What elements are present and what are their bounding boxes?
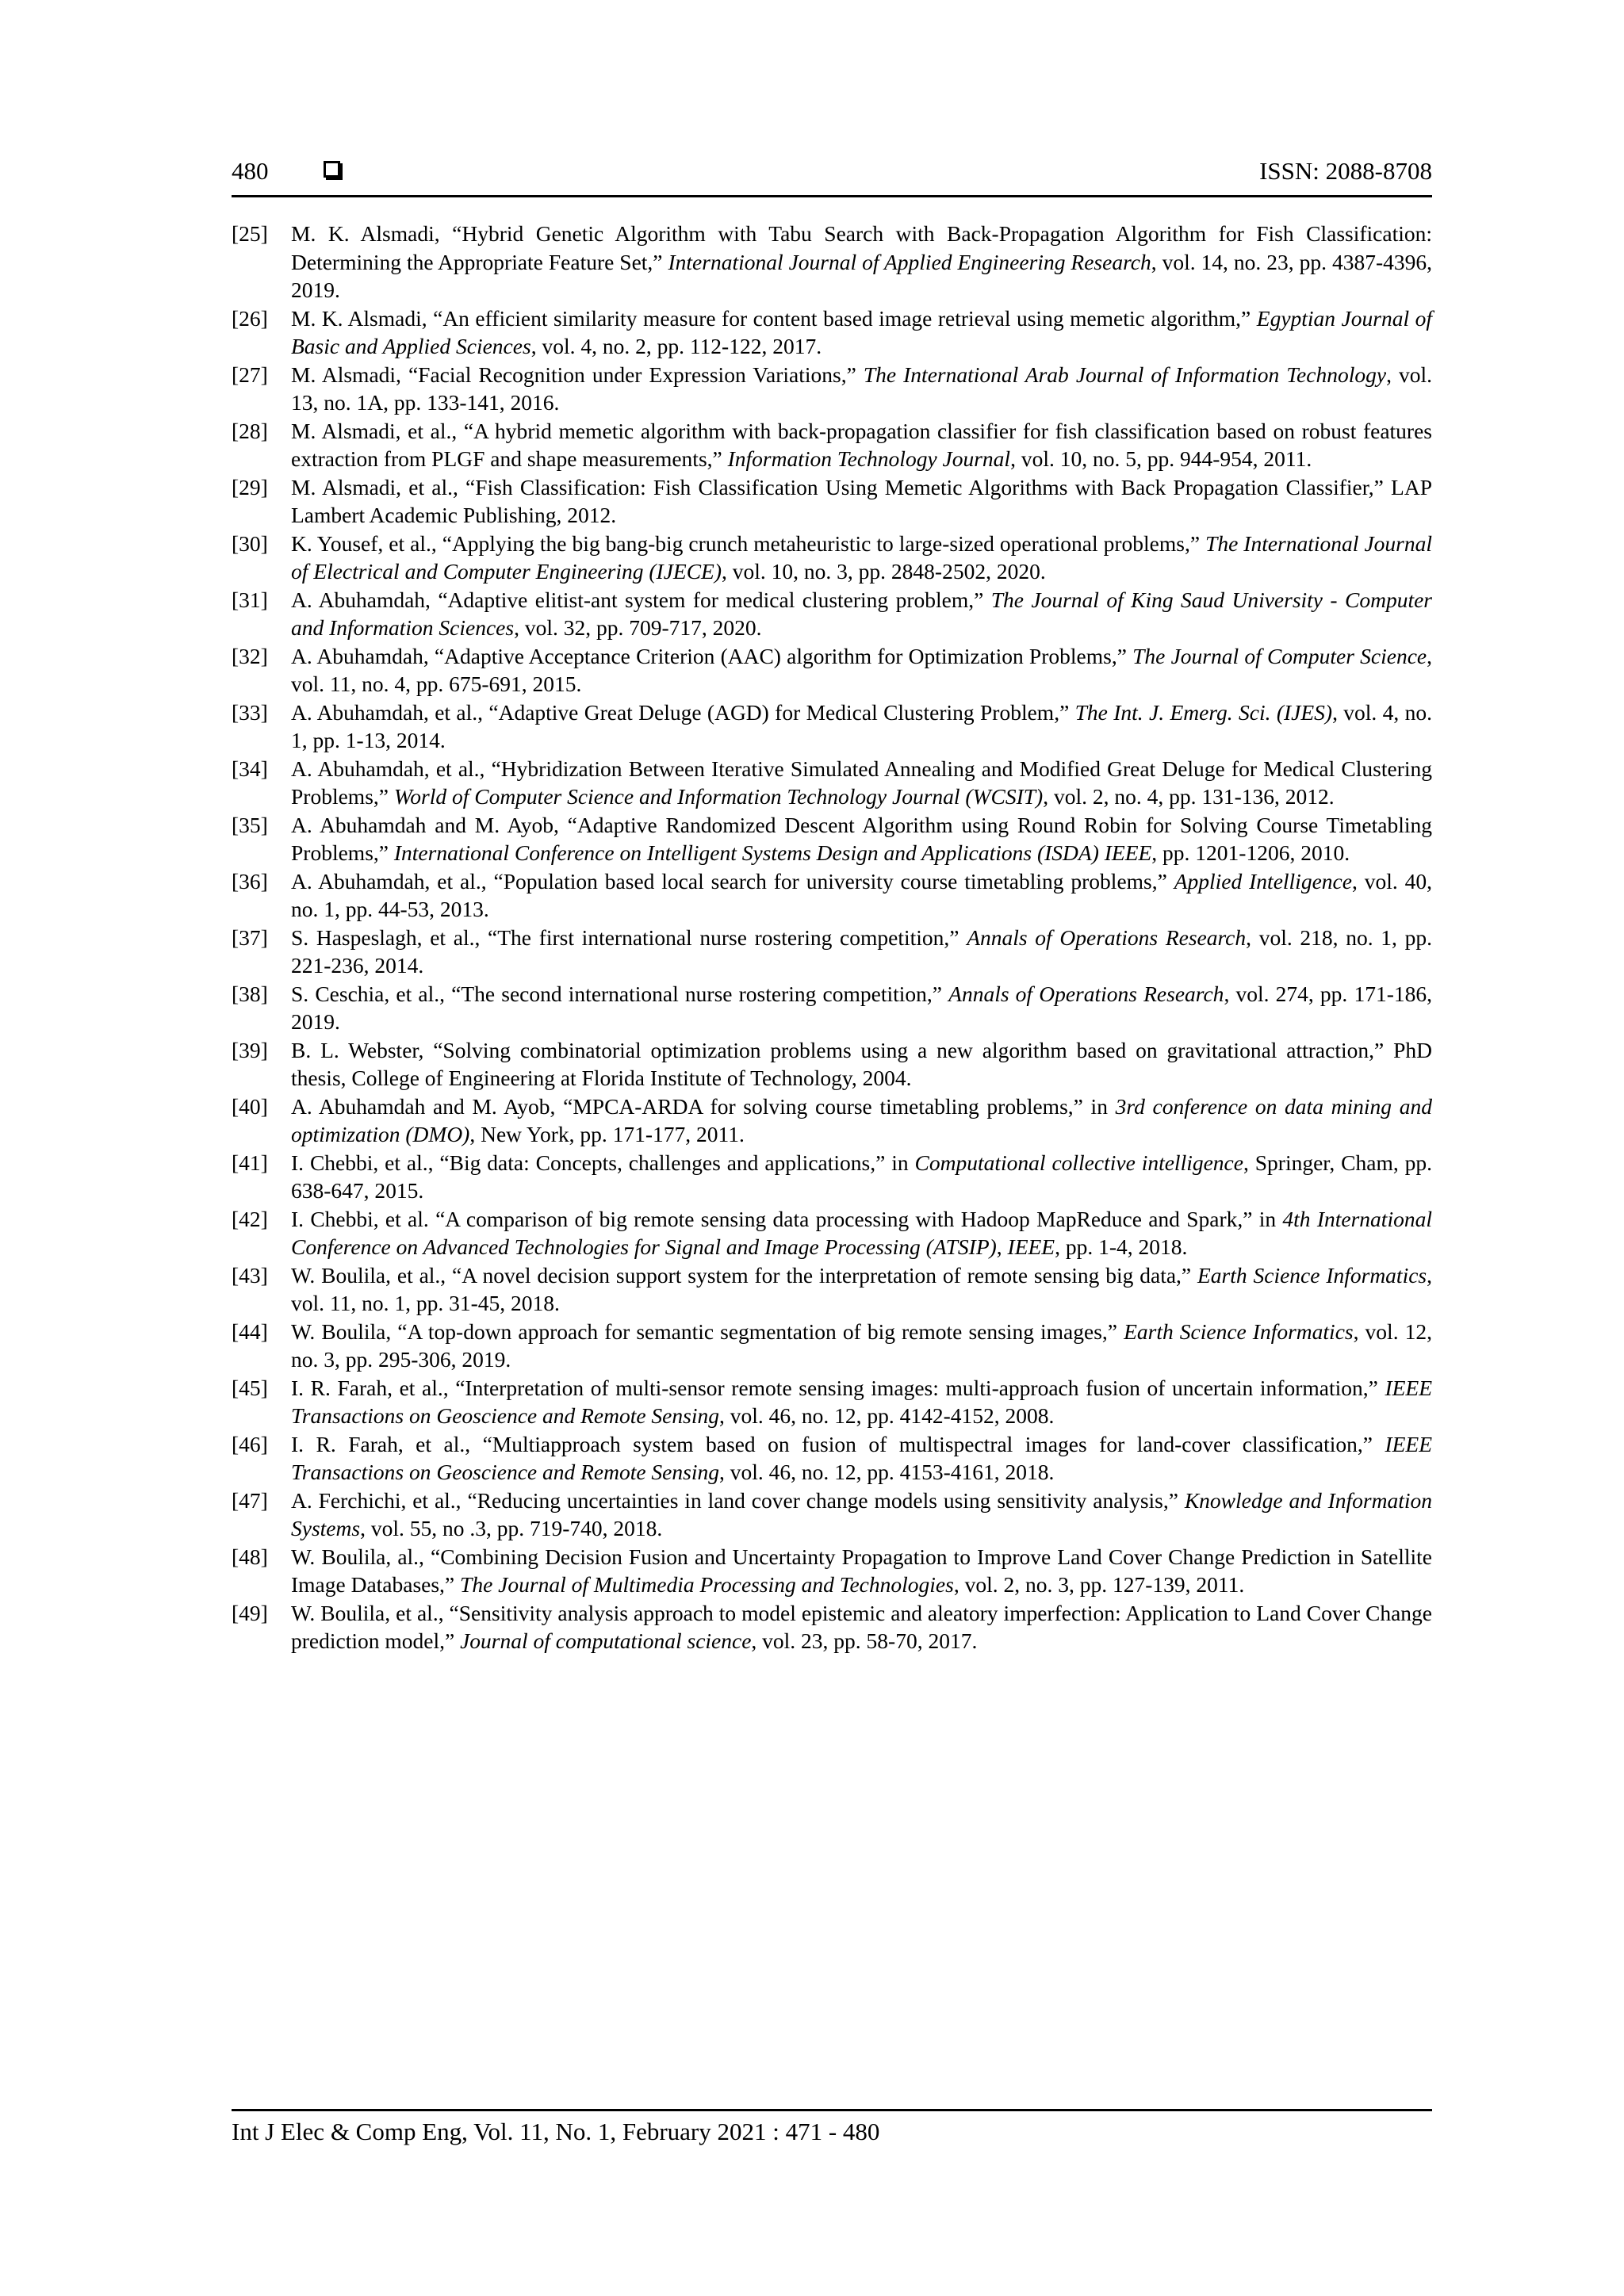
reference-text xyxy=(291,698,1432,755)
reference-segment: A. Abuhamdah and M. Ayob, “MPCA-ARDA for solving course timetabling problems,” in xyxy=(291,1093,1116,1119)
reference-text xyxy=(291,1374,1432,1430)
reference-number: [35] xyxy=(232,812,268,837)
reference-segment: W. Boulila, et al., “A novel decision support system for the interpretation of remote sensing big data,” xyxy=(291,1262,1197,1288)
reference-venue: The Int. J. Emerg. Sci. (IJES) xyxy=(1074,699,1333,725)
reference-segment: , vol. 12, no. 3, pp. 295-306, 2019. xyxy=(291,1318,1433,1372)
footer-citation: Int J Elec & Comp Eng, Vol. 11, No. 1, February 2021 : 471 - 480 xyxy=(232,2118,880,2145)
reference-number: [33] xyxy=(232,699,268,725)
reference-text xyxy=(291,642,1432,698)
reference-item xyxy=(232,1374,1432,1430)
reference-venue: Egyptian Journal of Basic and Applied Sciences xyxy=(291,305,1432,358)
reference-venue: Earth Science Informatics xyxy=(1197,1262,1427,1288)
issn-label: ISSN: 2088-8708 xyxy=(1259,157,1432,185)
reference-text xyxy=(291,1543,1432,1599)
reference-item xyxy=(232,811,1432,867)
reference-segment: , pp. 1-4, 2018. xyxy=(1055,1234,1188,1259)
reference-number: [46] xyxy=(232,1431,268,1456)
reference-segment: , vol. 218, no. 1, pp. 221-236, 2014. xyxy=(291,924,1432,978)
reference-text xyxy=(291,473,1432,530)
reference-segment: B. L. Webster, “Solving combinatorial optimization problems using a new algorithm based on gravitational attraction,” PhD thesis, College of Engineering at Florida Institute of Technology, 2004. xyxy=(291,1037,1432,1090)
reference-item xyxy=(232,867,1432,924)
square-bullet-icon xyxy=(324,161,340,178)
page-header xyxy=(232,155,1432,197)
reference-text xyxy=(291,755,1432,811)
reference-text xyxy=(291,304,1432,361)
reference-number: [29] xyxy=(232,474,268,499)
reference-text xyxy=(291,811,1432,867)
page-footer xyxy=(232,2109,1432,2148)
reference-item xyxy=(232,1318,1432,1374)
reference-text xyxy=(291,1261,1432,1318)
reference-item xyxy=(232,755,1432,811)
reference-venue: The International Arab Journal of Information Technology xyxy=(863,362,1387,387)
reference-venue: Knowledge and Information Systems xyxy=(291,1487,1432,1540)
reference-number: [36] xyxy=(232,868,268,894)
reference-text xyxy=(291,1093,1432,1149)
reference-text xyxy=(291,1430,1432,1487)
reference-text xyxy=(291,361,1432,417)
reference-venue: The Journal of King Saud University - Computer and Information Sciences xyxy=(291,587,1432,640)
reference-text xyxy=(291,586,1432,642)
reference-item xyxy=(232,1543,1432,1599)
reference-segment: , vol. 11, no. 1, pp. 31-45, 2018. xyxy=(291,1262,1432,1315)
reference-text xyxy=(291,1205,1432,1261)
reference-segment: A. Abuhamdah and M. Ayob, “Adaptive Randomized Descent Algorithm using Round Robin for Solving Course Timetabling Problems,” xyxy=(291,812,1432,865)
reference-segment: A. Abuhamdah, “Adaptive elitist-ant system for medical clustering problem,” xyxy=(291,587,991,612)
reference-venue: World of Computer Science and Information Technology Journal (WCSIT) xyxy=(393,784,1044,809)
reference-segment: , vol. 46, no. 12, pp. 4142-4152, 2008. xyxy=(718,1403,1055,1428)
reference-venue: International Conference on Intelligent Systems Design and Applications (ISDA) IEEE xyxy=(393,840,1152,865)
reference-venue: The International Journal of Electrical and Computer Engineering (IJECE) xyxy=(291,530,1432,584)
reference-venue: IEEE Transactions on Geoscience and Remote Sensing xyxy=(291,1431,1432,1484)
reference-segment: M. K. Alsmadi, “Hybrid Genetic Algorithm with Tabu Search with Back-Propagation Algorithm for Fish Classification: Determining the Appropriate Feature Set,” xyxy=(291,221,1432,274)
reference-venue: 4th International Conference on Advanced Technologies for Signal and Image Processing (ATSIP) xyxy=(291,1206,1432,1259)
reference-number: [37] xyxy=(232,924,268,950)
reference-venue: 3rd conference on data mining and optimization (DMO) xyxy=(291,1093,1432,1146)
reference-segment: I. Chebbi, et al. “A comparison of big remote sensing data processing with Hadoop MapReduce and Spark,” in xyxy=(291,1206,1283,1231)
reference-text xyxy=(291,924,1432,980)
reference-segment: I. R. Farah, et al., “Interpretation of multi-sensor remote sensing images: multi-approach fusion of uncertain information,” xyxy=(291,1375,1385,1400)
reference-text xyxy=(291,1318,1432,1374)
reference-item xyxy=(232,220,1432,304)
reference-number: [26] xyxy=(232,305,268,331)
reference-item xyxy=(232,924,1432,980)
reference-number: [32] xyxy=(232,643,268,668)
reference-item xyxy=(232,1261,1432,1318)
reference-segment: W. Boulila, al., “Combining Decision Fusion and Uncertainty Propagation to Improve Land Cover Change Prediction in Satellite Image Databases,” xyxy=(291,1544,1432,1597)
reference-segment: , vol. 4, no. 1, pp. 1-13, 2014. xyxy=(291,699,1433,752)
reference-number: [39] xyxy=(232,1037,268,1062)
reference-item xyxy=(232,417,1432,473)
reference-venue: Computational collective intelligence xyxy=(914,1150,1243,1175)
reference-number: [34] xyxy=(232,756,268,781)
reference-item xyxy=(232,304,1432,361)
reference-number: [48] xyxy=(232,1544,268,1569)
reference-item xyxy=(232,1599,1432,1655)
reference-segment: A. Abuhamdah, et al., “Adaptive Great Deluge (AGD) for Medical Clustering Problem,” xyxy=(291,699,1075,725)
reference-segment: , vol. 13, no. 1A, pp. 133-141, 2016. xyxy=(291,362,1432,415)
reference-item xyxy=(232,1487,1432,1543)
reference-venue: Information Technology Journal xyxy=(727,446,1011,471)
reference-text xyxy=(291,530,1432,586)
reference-segment: , vol. 32, pp. 709-717, 2020. xyxy=(514,615,762,640)
reference-item xyxy=(232,530,1432,586)
reference-segment: , vol. 10, no. 5, pp. 944-954, 2011. xyxy=(1010,446,1312,471)
reference-segment: , Springer, Cham, pp. 638-647, 2015. xyxy=(291,1150,1432,1203)
reference-number: [25] xyxy=(232,221,268,246)
reference-segment: A. Abuhamdah, “Adaptive Acceptance Criterion (AAC) algorithm for Optimization Problems,” xyxy=(291,643,1133,668)
reference-venue: The Journal of Computer Science xyxy=(1132,643,1427,668)
reference-segment: I. Chebbi, et al., “Big data: Concepts, challenges and applications,” in xyxy=(291,1150,915,1175)
reference-venue: The Journal of Multimedia Processing and Technologies xyxy=(460,1572,954,1597)
reference-segment: , pp. 1201-1206, 2010. xyxy=(1151,840,1350,865)
reference-text xyxy=(291,417,1432,473)
reference-venue: Annals of Operations Research xyxy=(967,924,1247,950)
reference-text xyxy=(291,1036,1432,1093)
reference-number: [41] xyxy=(232,1150,268,1175)
reference-number: [31] xyxy=(232,587,268,612)
reference-item xyxy=(232,1036,1432,1093)
reference-text xyxy=(291,1487,1432,1543)
reference-segment: M. Alsmadi, et al., “Fish Classification: Fish Classification Using Memetic Algorithms with Back Propagation Classifier,” LAP Lambert Academic Publishing, 2012. xyxy=(291,474,1432,527)
reference-segment: S. Haspeslagh, et al., “The first international nurse rostering competition,” xyxy=(291,924,967,950)
reference-segment: W. Boulila, “A top-down approach for semantic segmentation of big remote sensing images,” xyxy=(291,1318,1124,1344)
reference-item xyxy=(232,980,1432,1036)
reference-segment: M. K. Alsmadi, “An efficient similarity measure for content based image retrieval using memetic algorithm,” xyxy=(291,305,1257,331)
reference-number: [38] xyxy=(232,981,268,1006)
reference-venue: Annals of Operations Research xyxy=(948,981,1224,1006)
reference-item xyxy=(232,698,1432,755)
reference-venue: IEEE xyxy=(1007,1234,1055,1259)
reference-segment: , xyxy=(996,1234,1008,1259)
reference-venue: International Journal of Applied Engineering Research xyxy=(668,249,1151,274)
reference-number: [30] xyxy=(232,530,268,556)
reference-segment: A. Abuhamdah, et al., “Hybridization Between Iterative Simulated Annealing and Modified Great Deluge for Medical Clustering Problems,” xyxy=(291,756,1432,809)
reference-segment: M. Alsmadi, “Facial Recognition under Expression Variations,” xyxy=(291,362,864,387)
reference-segment: A. Abuhamdah, et al., “Population based local search for university course timetabling problems,” xyxy=(291,868,1174,894)
reference-number: [45] xyxy=(232,1375,268,1400)
reference-segment: , vol. 11, no. 4, pp. 675-691, 2015. xyxy=(291,643,1432,696)
reference-segment: , vol. 40, no. 1, pp. 44-53, 2013. xyxy=(291,868,1433,921)
reference-segment: , vol. 2, no. 4, pp. 131-136, 2012. xyxy=(1043,784,1335,809)
reference-number: [28] xyxy=(232,418,268,443)
reference-number: [42] xyxy=(232,1206,268,1231)
reference-segment: , vol. 4, no. 2, pp. 112-122, 2017. xyxy=(530,334,822,358)
reference-segment: , vol. 55, no .3, pp. 719-740, 2018. xyxy=(360,1516,663,1540)
reference-text xyxy=(291,1599,1432,1655)
reference-text xyxy=(291,1149,1432,1205)
reference-segment: , vol. 23, pp. 58-70, 2017. xyxy=(751,1628,978,1653)
reference-segment: , vol. 14, no. 23, pp. 4387-4396, 2019. xyxy=(291,249,1432,302)
reference-item xyxy=(232,361,1432,417)
reference-segment: A. Ferchichi, et al., “Reducing uncertainties in land cover change models using sensitivity analysis,” xyxy=(291,1487,1185,1513)
reference-segment: W. Boulila, et al., “Sensitivity analysis approach to model epistemic and aleatory imperfection: Application to Land Cover Change prediction model,” xyxy=(291,1600,1432,1653)
reference-item xyxy=(232,642,1432,698)
reference-number: [44] xyxy=(232,1318,268,1344)
reference-item xyxy=(232,1430,1432,1487)
reference-segment: K. Yousef, et al., “Applying the big bang-big crunch metaheuristic to large-sized operational problems,” xyxy=(291,530,1206,556)
reference-item xyxy=(232,1093,1432,1149)
reference-text xyxy=(291,980,1432,1036)
reference-item xyxy=(232,473,1432,530)
reference-number: [49] xyxy=(232,1600,268,1625)
reference-number: [40] xyxy=(232,1093,268,1119)
reference-number: [43] xyxy=(232,1262,268,1288)
reference-text xyxy=(291,867,1432,924)
reference-list xyxy=(232,220,1432,1655)
reference-segment: S. Ceschia, et al., “The second international nurse rostering competition,” xyxy=(291,981,949,1006)
reference-segment: , vol. 10, no. 3, pp. 2848-2502, 2020. xyxy=(722,559,1046,584)
reference-venue: Applied Intelligence xyxy=(1174,868,1352,894)
reference-segment: , vol. 2, no. 3, pp. 127-139, 2011. xyxy=(953,1572,1245,1597)
reference-venue: Earth Science Informatics xyxy=(1124,1318,1354,1344)
reference-segment: , vol. 46, no. 12, pp. 4153-4161, 2018. xyxy=(718,1460,1055,1484)
reference-item xyxy=(232,586,1432,642)
reference-number: [27] xyxy=(232,362,268,387)
reference-text xyxy=(291,220,1432,304)
reference-segment: , New York, pp. 171-177, 2011. xyxy=(469,1122,745,1146)
reference-venue: Journal of computational science xyxy=(460,1628,752,1653)
reference-number: [47] xyxy=(232,1487,268,1513)
reference-venue: IEEE Transactions on Geoscience and Remote Sensing xyxy=(291,1375,1432,1428)
reference-item xyxy=(232,1205,1432,1261)
page-number: 480 xyxy=(232,157,269,185)
reference-segment: M. Alsmadi, et al., “A hybrid memetic algorithm with back-propagation classifier for fish classification based on robust features extraction from PLGF and shape measurements,” xyxy=(291,418,1432,471)
reference-segment: I. R. Farah, et al., “Multiapproach system based on fusion of multispectral images for land-cover classification,” xyxy=(291,1431,1385,1456)
reference-item xyxy=(232,1149,1432,1205)
reference-segment: , vol. 274, pp. 171-186, 2019. xyxy=(291,981,1432,1034)
